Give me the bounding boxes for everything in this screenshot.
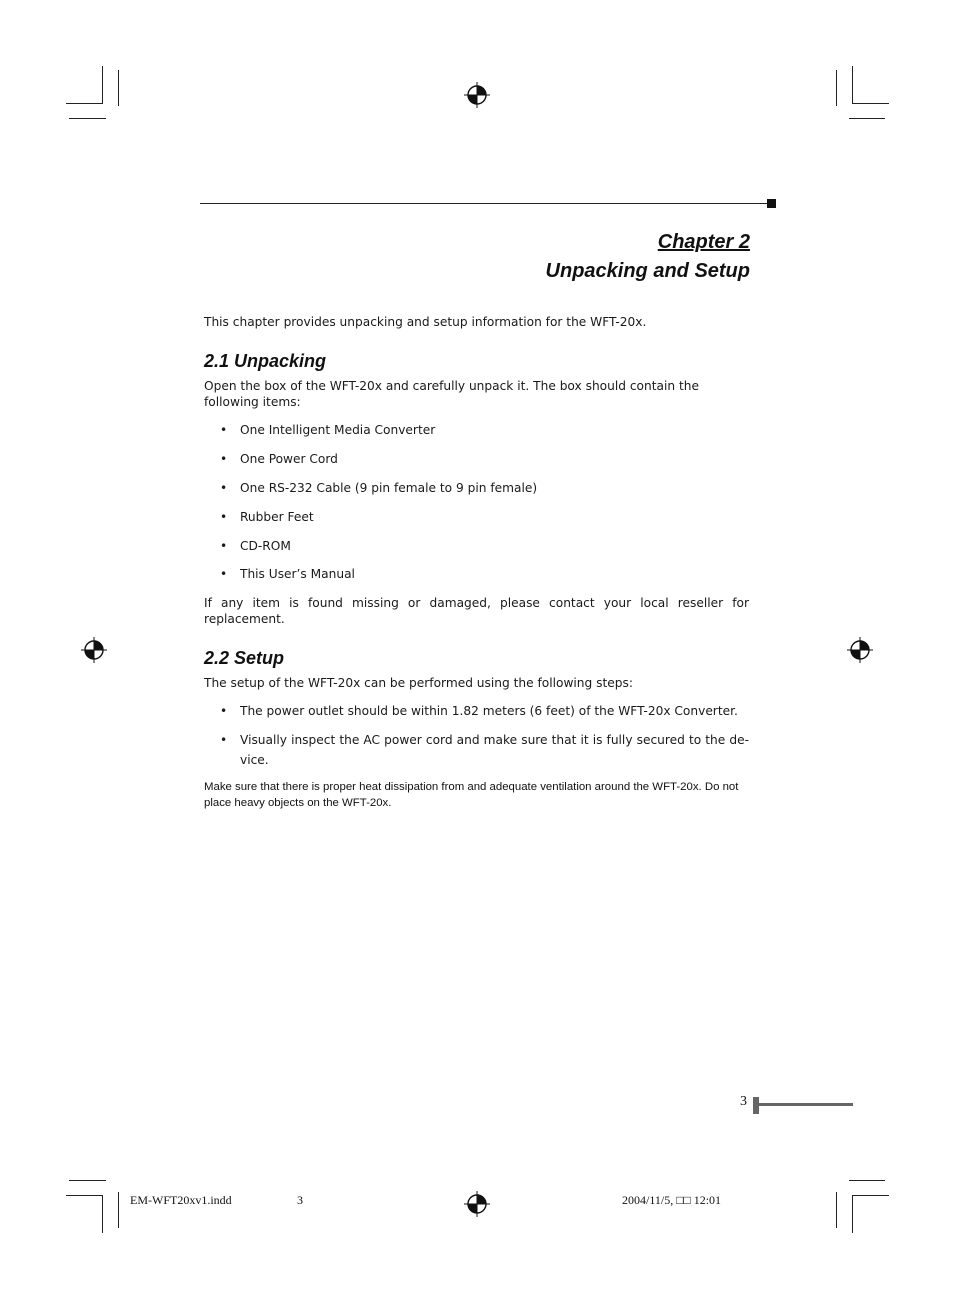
- registration-mark-icon: [464, 82, 490, 108]
- crop-mark-icon: [836, 70, 837, 106]
- slug-datetime: 2004/11/5, □□ 12:01: [622, 1193, 722, 1207]
- bullet-icon: •: [220, 567, 228, 581]
- bullet-icon: •: [220, 510, 228, 524]
- crop-mark-icon: [69, 1180, 106, 1181]
- crop-mark-icon: [69, 118, 106, 119]
- crop-mark-icon: [852, 103, 889, 104]
- setup-note: Make sure that there is proper heat dissipation from and adequate ventilation around the WFT-20x. Do not place heavy objects on the WFT-20x.: [204, 781, 739, 810]
- crop-mark-icon: [118, 70, 119, 106]
- page-number-rule: [759, 1103, 853, 1106]
- crop-mark-icon: [849, 118, 885, 119]
- crop-mark-icon: [118, 1192, 119, 1228]
- setup-lead: The setup of the WFT-20x can be performed using the following steps:: [204, 676, 633, 690]
- page-number: 3: [740, 1094, 747, 1109]
- slug-page: 3: [297, 1193, 303, 1207]
- unpacking-closing: If any item is found missing or damaged, please contact your local reseller for replacement.: [204, 596, 749, 627]
- chapter-name: Unpacking and Setup: [545, 260, 750, 282]
- intro-paragraph: This chapter provides unpacking and setup information for the WFT-20x.: [204, 315, 647, 329]
- bullet-icon: •: [220, 733, 228, 747]
- registration-mark-icon: [81, 637, 107, 663]
- crop-mark-icon: [852, 1195, 853, 1233]
- list-item: • Visually inspect the AC power cord and make sure that it is fully secured to the de-vice.: [220, 733, 749, 767]
- section-heading-setup: 2.2 Setup: [204, 648, 285, 668]
- crop-mark-icon: [836, 1192, 837, 1228]
- unpacking-lead: Open the box of the WFT-20x and carefully unpack it. The box should contain the following items:: [204, 379, 699, 410]
- bullet-icon: •: [220, 423, 228, 437]
- chapter-title: [546, 228, 750, 286]
- chapter-rule-square: [767, 199, 776, 208]
- bullet-icon: •: [220, 481, 228, 495]
- slug-filename: EM-WFT20xv1.indd: [130, 1193, 232, 1207]
- crop-mark-icon: [102, 66, 103, 104]
- registration-mark-icon: [847, 637, 873, 663]
- section-heading-unpacking: 2.1 Unpacking: [204, 351, 327, 371]
- crop-mark-icon: [852, 1195, 889, 1196]
- crop-mark-icon: [852, 66, 853, 104]
- chapter-rule: [200, 203, 768, 204]
- registration-mark-icon: [464, 1191, 490, 1217]
- chapter-number: Chapter 2: [657, 231, 750, 253]
- crop-mark-icon: [102, 1195, 103, 1233]
- bullet-icon: •: [220, 452, 228, 466]
- bullet-icon: •: [220, 704, 228, 718]
- crop-mark-icon: [849, 1180, 885, 1181]
- crop-mark-icon: [66, 1195, 103, 1196]
- crop-mark-icon: [66, 103, 103, 104]
- bullet-icon: •: [220, 539, 228, 553]
